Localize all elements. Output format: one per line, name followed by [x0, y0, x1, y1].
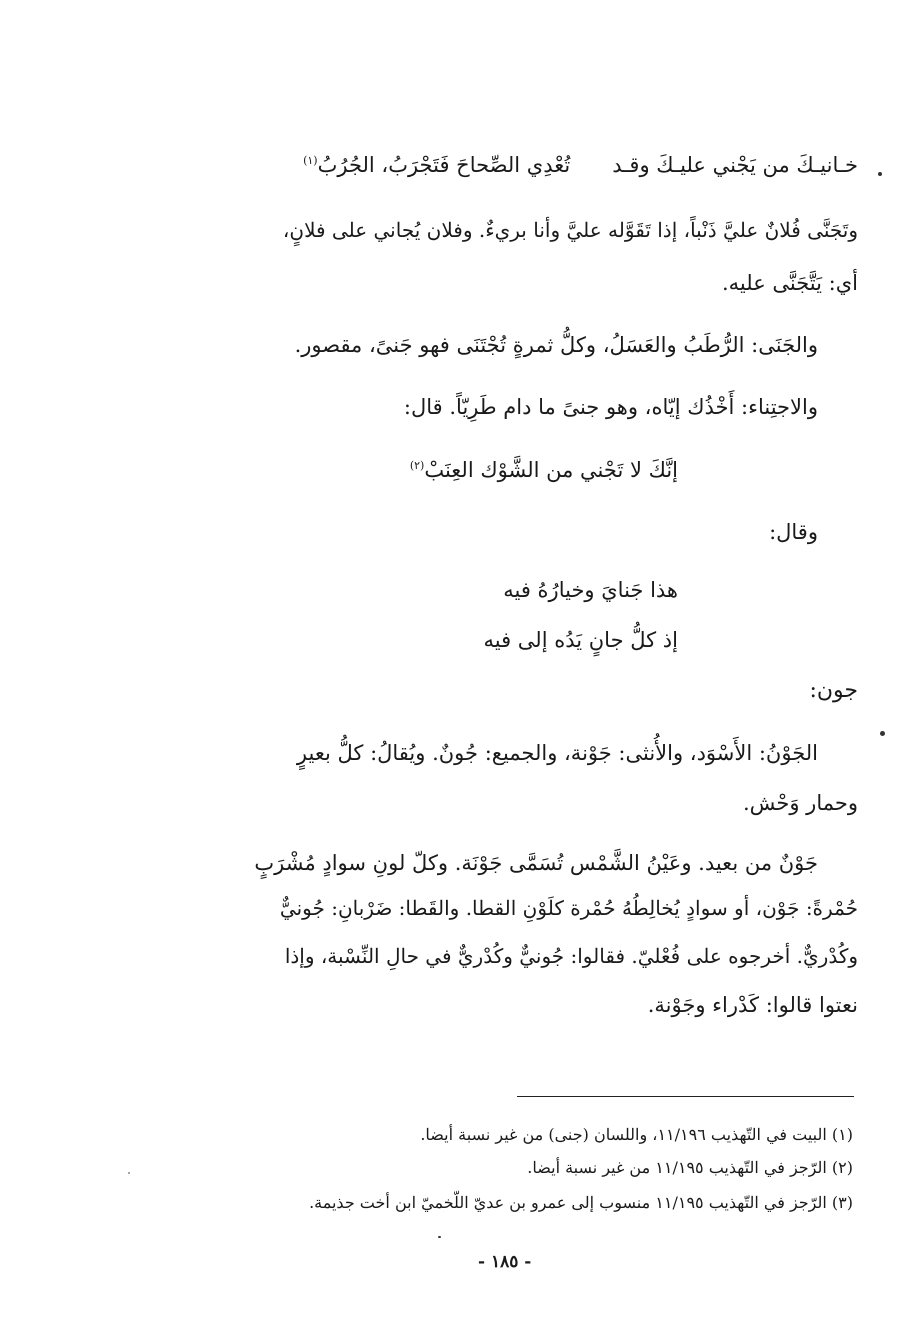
scan-speck: [438, 1236, 441, 1238]
verse-hemistich: خـانيـكَ من يَجْني عليـكَ وقـد: [612, 153, 858, 177]
paragraph-line: جَوْنٌ من بعيد. وعَيْنُ الشَّمْس تُسَمَّى جَوْنَة. وكلّ لونِ سوادٍ مُشْرَبٍ: [254, 851, 818, 875]
footnote: (١) البيت في التّهذيب ١١/١٩٦، واللسان (جنى) من غير نسبة أيضا.: [420, 1125, 853, 1144]
footnote-reference: (٢): [409, 459, 425, 472]
paragraph-line: وكُدْريٌّ. أخرجوه على فُعْليّ. فقالوا: جُونيٌّ وكُدْريٌّ في حالِ النِّسْبة، وإذا: [284, 944, 858, 968]
footnote: (٢) الرّجز في التّهذيب ١١/١٩٥ من غير نسبة أيضا.: [527, 1158, 853, 1177]
scan-speck: [878, 172, 882, 176]
verse-hemistich: تُعْدِي الصِّحاحَ فَتَجْرَبُ، الجُرُبُ: [317, 153, 571, 177]
paragraph-line: نعتوا قالوا: كَدْراء وجَوْنة.: [647, 993, 858, 1017]
verse-line: [303, 150, 858, 180]
paragraph-line: حُمْرةً: جَوْن، أو سوادٍ يُخالِطُهُ حُمْرة كلَوْنِ القطا. والقَطا: ضَرْبانِ: جُونيٌّ: [279, 896, 858, 920]
paragraph-line: وحمار وَحْش.: [742, 791, 858, 815]
paragraph-line: والاجتِناء: أَخْذُك إيّاه، وهو جنىً ما دام طَرِيّاً. قال:: [403, 395, 818, 419]
paragraph-line: والجَنَى: الرُّطَبُ والعَسَلُ، وكلُّ ثمرةٍ تُجْتَنَى فهو جَنىً، مقصور.: [294, 333, 818, 357]
paragraph-line: وتَجَنَّى فُلانٌ عليَّ ذَنْباً، إذا تَقَوَّله عليَّ وأنا بريءٌ. وفلان يُجاني على فلانٍ،: [282, 218, 858, 242]
entry-heading: جون:: [809, 678, 858, 703]
scan-speck: [880, 731, 885, 736]
paragraph-line: الجَوْنُ: الأَسْوَد، والأُنثى: جَوْنة، والجميع: جُونٌ. ويُقالُ: كلُّ بعيرٍ: [296, 741, 818, 765]
footnote-separator: [517, 1096, 854, 1097]
verse-line: إذ كلُّ جانٍ يَدُه إلى فيه: [483, 628, 678, 652]
paragraph-line: أي: يَتَّجَنَّى عليه.: [721, 271, 858, 295]
page-number: - ١٨٥ -: [478, 1252, 532, 1272]
scan-speck: [128, 1172, 130, 1174]
verse-text: إنَّكَ لا تَجْني من الشَّوْك العِنَبْ: [424, 458, 678, 482]
footnote: (٣) الرّجز في التّهذيب ١١/١٩٥ منسوب إلى عمرو بن عديّ اللّخميّ ابن أخت جذيمة.: [309, 1193, 853, 1212]
footnote-reference: (١): [303, 154, 318, 167]
paragraph-line: وقال:: [769, 520, 818, 544]
verse-line: هذا جَنايَ وخيارُهُ فيه: [503, 578, 678, 602]
verse-line: [410, 455, 678, 485]
